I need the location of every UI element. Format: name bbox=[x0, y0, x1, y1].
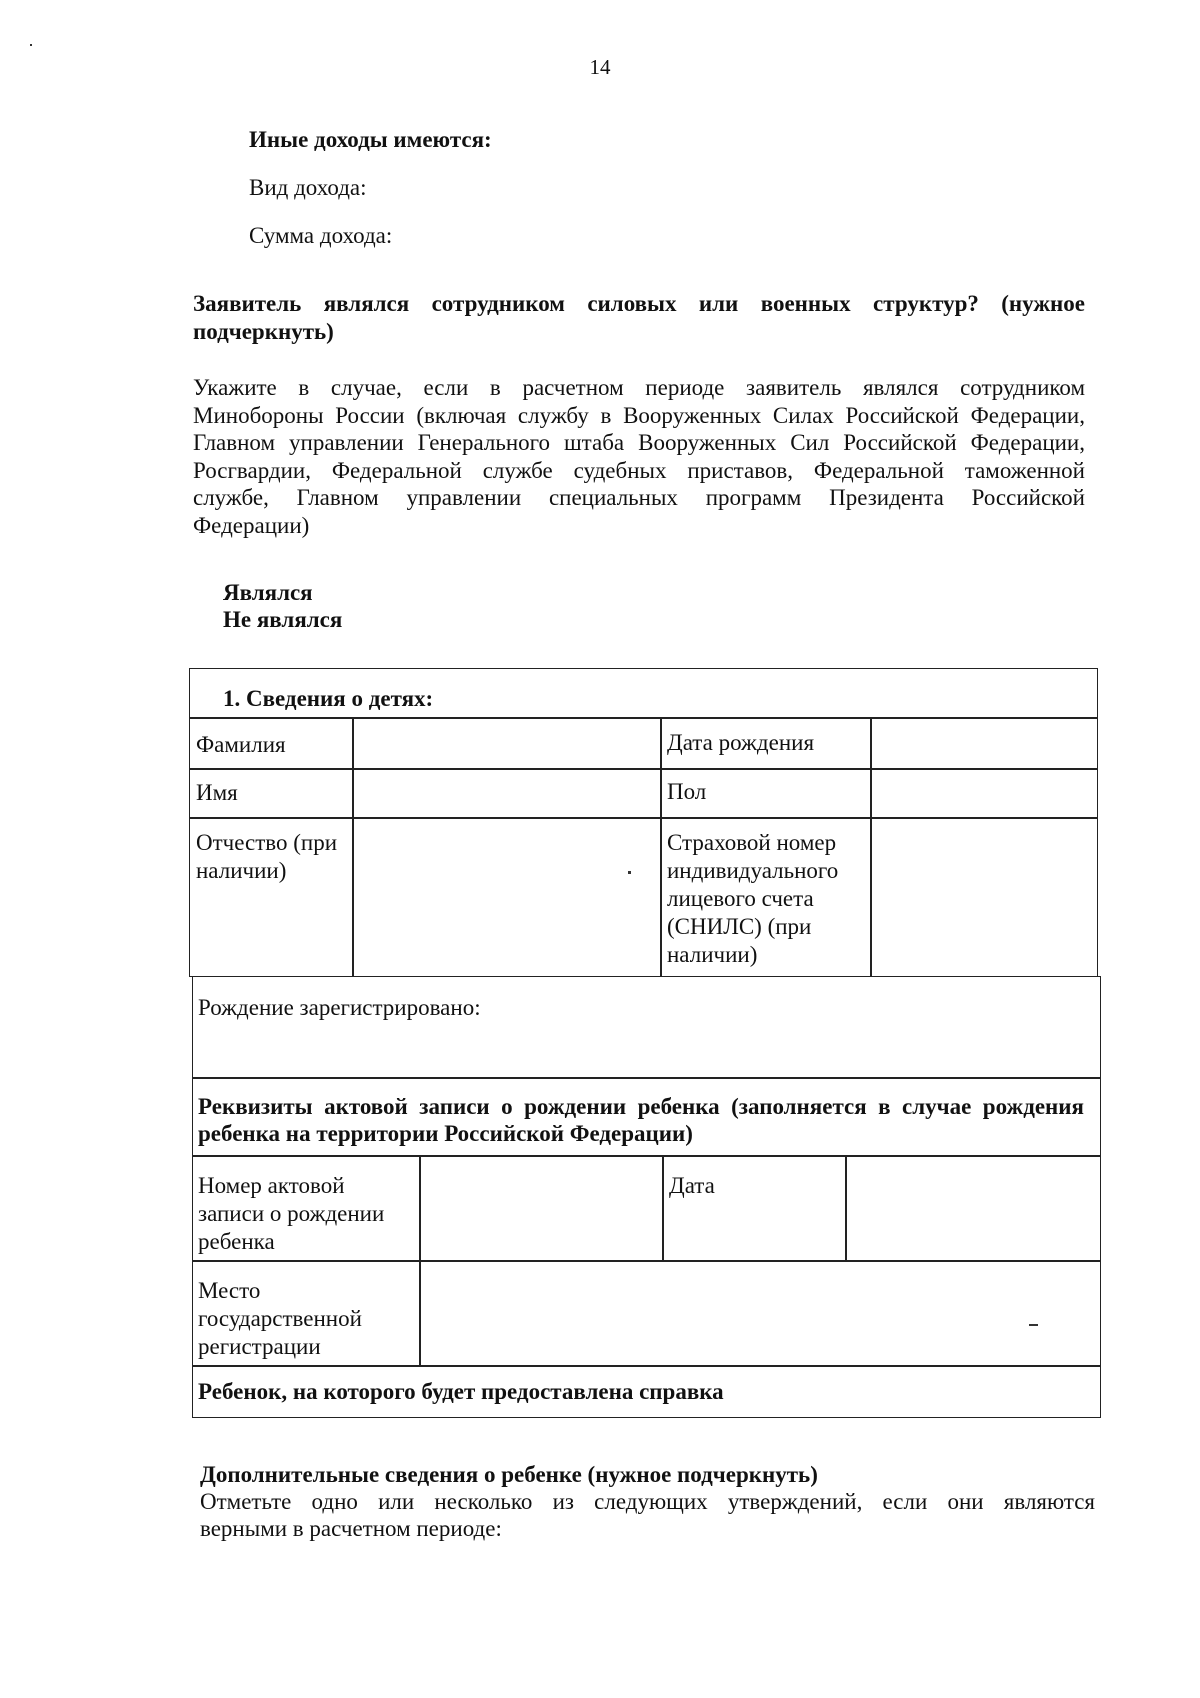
name-label: Имя bbox=[196, 780, 238, 805]
security-note-line: Федерации) bbox=[193, 512, 310, 538]
patronymic-label-line: наличии) bbox=[196, 858, 287, 883]
security-note-line: Минобороны России (включая службу в Вооруженных Силах Российской Федерации, bbox=[193, 402, 1085, 428]
gender-field[interactable] bbox=[872, 770, 1096, 816]
additional-info-heading: Дополнительные сведения о ребенке (нужное подчеркнуть) bbox=[200, 1462, 818, 1487]
surname-field[interactable] bbox=[354, 719, 659, 767]
gender-label: Пол bbox=[667, 779, 707, 804]
name-field[interactable] bbox=[354, 770, 659, 816]
act-number-label-line: записи о рождении bbox=[198, 1201, 385, 1226]
children-section-title: 1. Сведения о детях: bbox=[223, 686, 434, 711]
scan-speck bbox=[1029, 1324, 1038, 1326]
registration-place-label-line: государственной bbox=[198, 1306, 362, 1331]
option-was[interactable]: Являлся bbox=[223, 580, 313, 605]
scan-speck bbox=[628, 871, 631, 874]
birth-date-label: Дата рождения bbox=[667, 730, 815, 755]
option-was-not[interactable]: Не являлся bbox=[223, 607, 343, 632]
additional-info-text-line: верными в расчетном периоде: bbox=[200, 1516, 502, 1541]
income-sum-label: Сумма дохода: bbox=[249, 223, 393, 248]
snils-label-line: наличии) bbox=[667, 942, 758, 967]
security-question: Заявитель являлся сотрудником силовых или военных структур? (нужное bbox=[193, 291, 1085, 316]
surname-label: Фамилия bbox=[196, 732, 286, 757]
registration-place-label-line: регистрации bbox=[198, 1334, 321, 1359]
security-question-hint: подчеркнуть) bbox=[193, 319, 334, 344]
security-note-line: Росгвардии, Федеральной службе судебных приставов, Федеральной таможенной bbox=[193, 457, 1085, 483]
registration-place-label bbox=[198, 1277, 362, 1361]
registration-place-field[interactable] bbox=[421, 1262, 1099, 1364]
snils-label-line: (СНИЛС) (при bbox=[667, 914, 812, 939]
other-income-heading: Иные доходы имеются: bbox=[249, 127, 492, 152]
security-note bbox=[193, 374, 1085, 539]
patronymic-field[interactable] bbox=[354, 819, 659, 975]
act-record-heading bbox=[198, 1093, 1084, 1147]
security-note-line: службе, Главном управлении специальных программ Президента Российской bbox=[193, 485, 1085, 510]
birth-date-field[interactable] bbox=[872, 719, 1096, 767]
act-record-heading-line: Реквизиты актовой записи о рождении ребенка (заполняется в случае рождения bbox=[198, 1094, 1084, 1119]
security-note-line: Укажите в случае, если в расчетном периоде заявитель являлся сотрудником bbox=[193, 375, 1085, 400]
act-number-label-line: ребенка bbox=[198, 1229, 275, 1254]
patronymic-label bbox=[196, 829, 337, 885]
patronymic-label-line: Отчество (при bbox=[196, 830, 337, 855]
certificate-child-label: Ребенок, на которого будет предоставлена справка bbox=[198, 1379, 724, 1404]
act-date-label: Дата bbox=[669, 1173, 715, 1198]
income-type-label: Вид дохода: bbox=[249, 175, 367, 200]
registered-label: Рождение зарегистрировано: bbox=[198, 995, 481, 1020]
snils-label-line: лицевого счета bbox=[667, 886, 814, 911]
act-number-label-line: Номер актовой bbox=[198, 1173, 345, 1198]
security-note-line: Главном управлении Генерального штаба Вооруженных Сил Российской Федерации, bbox=[193, 430, 1085, 455]
act-record-heading-line: ребенка на территории Российской Федерации) bbox=[198, 1121, 693, 1146]
page-number: 14 bbox=[589, 55, 611, 79]
additional-info-text-line: Отметьте одно или несколько из следующих утверждений, если они являются bbox=[200, 1489, 1095, 1514]
scan-speck bbox=[30, 44, 32, 46]
act-number-field[interactable] bbox=[421, 1157, 661, 1259]
act-date-field[interactable] bbox=[847, 1157, 1099, 1259]
snils-label-line: Страховой номер bbox=[667, 830, 837, 855]
registration-place-label-line: Место bbox=[198, 1278, 261, 1303]
snils-label bbox=[667, 829, 838, 969]
act-number-label bbox=[198, 1172, 384, 1256]
snils-label-line: индивидуального bbox=[667, 858, 839, 883]
snils-field[interactable] bbox=[872, 819, 1096, 975]
